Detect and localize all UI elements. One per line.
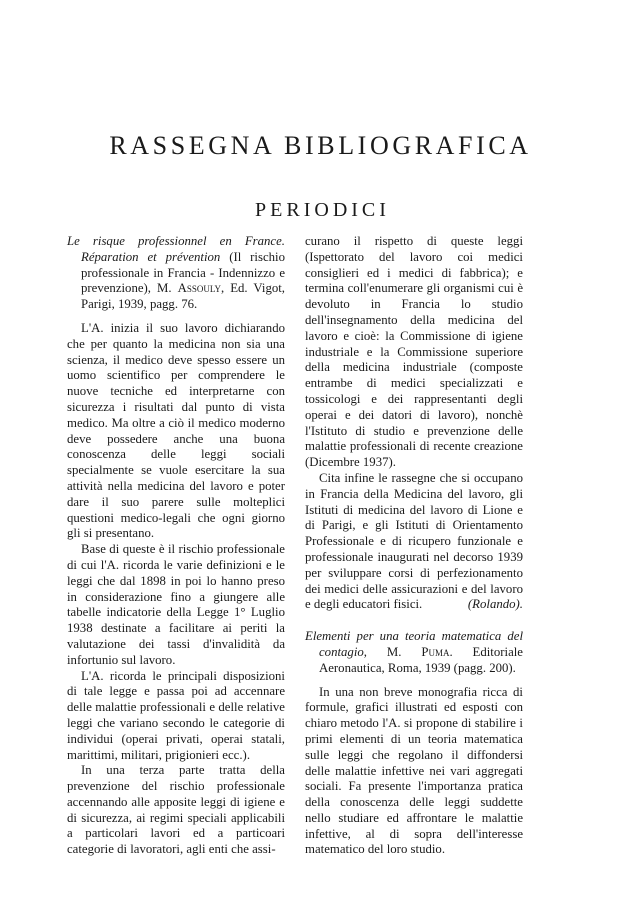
ref1-description: (Il rischio professionale in Francia - Indennizzo e prevenzione), M. xyxy=(81,249,285,296)
right-paragraph-1: curano il rispetto di queste leggi (Ispettorato del lavoro coi medici consiglieri ed i medici di fabbrica); e termina coll'enumerare gli organismi cui è devoluto in Francia lo studio dell'insegnamento della medicina del lavoro e cioè: la Commissione di igiene industriale e la Commissione superiore della medicina industriale (composte entrambe di medici specializzati e tossicologi e dei rappresentanti degli operai e dei datori di lavoro), nonchè l'Istituto di studio e prevenzione delle malattie professionali di recente creazione (Dicembre 1937). xyxy=(305,234,523,470)
page-title: RASSEGNA BIBLIOGRAFICA xyxy=(109,131,532,160)
left-paragraph-1: L'A. inizia il suo lavoro dichiarando che per quanto la medicina non sia una scienza, il medico deve spesso essere un uomo scientifico per comprendere le nuove tecniche ed interpretarne con sicurezza i risultati dal punto di vista medico. Ma oltre a ciò il medico moderno deve possedere anche una buona conoscenza delle leggi sociali specialmente se vuole esercitare la sua attività nella medicina del lavoro e poter dare il suo parere sulle molteplici questioni medico-legali che ogni giorno gli si presentano. xyxy=(67,320,285,541)
bibliographic-reference-1 xyxy=(67,234,285,313)
ref1-publisher: , Ed. Vigot, Parigi, 1939, pagg. 76. xyxy=(81,281,285,312)
ref1-author: Assouly xyxy=(177,281,221,296)
left-paragraph-2: Base di queste è il rischio professionale di cui l'A. ricorda le varie definizioni e le leggi che dal 1898 in poi lo hanno preso in considerazione fino a giungere alle tabelle indicatorie della Legge 1° Luglio 1938 destinate a facilitare ai periti la valutazione dei tassi d'invalidità da infortunio sul lavoro. xyxy=(67,542,285,667)
left-paragraph-3: L'A. ricorda le principali disposizioni di tale legge e passa poi ad accennare delle malattie professionali e delle relative leggi che variano secondo le categorie di individui (operai privati, operai statali, marittimi, militari, prigionieri ecc.). xyxy=(67,668,285,762)
ref2-publisher: . Editoriale Aeronautica, Roma, 1939 (pagg. 200). xyxy=(319,644,523,675)
section-title: PERIODICI xyxy=(255,199,390,221)
ref2-author: Puma xyxy=(421,644,450,659)
right-paragraph-3: In una non breve monografia ricca di formule, grafici illustrati ed esposti con chiaro metodo l'A. si propone di stabilire i primi elementi di un teoria matematica sulle leggi che regolano il diffondersi delle malattie infettive nei vari aggregati sociali. Fa presente l'importanza pratica della conoscenza delle leggi suddette nello studiare ed affrontare le malattie infettive, al di sopra dell'interesse matematico del loro studio. xyxy=(305,684,523,857)
ref1-title: Le risque professionnel en France. Réparation et prévention xyxy=(67,234,285,264)
right-paragraph-2 xyxy=(305,471,523,613)
reviewer-signature: (Rolando). xyxy=(467,597,523,612)
right-column xyxy=(305,234,523,858)
ref2-title: Elementi per una teoria matematica del contagio xyxy=(305,629,523,659)
left-column xyxy=(67,234,285,858)
bibliographic-reference-2 xyxy=(305,629,523,676)
left-paragraph-4: In una terza parte tratta della prevenzione del rischio professionale accennando alle apposite leggi di igiene e di sicurezza, ai regimi speciali applicabili a particolari lavori ed a particoari categorie di lavoratori, agli enti che assi- xyxy=(67,763,285,857)
ref2-separator: , M. xyxy=(363,644,422,659)
right-paragraph-2-text: Cita infine le rassegne che si occupano in Francia della Medicina del lavoro, gli Istituti di medicina del lavoro di Lione e di Parigi, e gli Istituti di Orientamento Professionale e di ricupero funzionale e professionale inaugurati nel decorso 1939 per sviluppare corsi di perfezionamento dei medici delle assicurazioni e del lavoro e degli educatori fisici. xyxy=(305,470,523,612)
